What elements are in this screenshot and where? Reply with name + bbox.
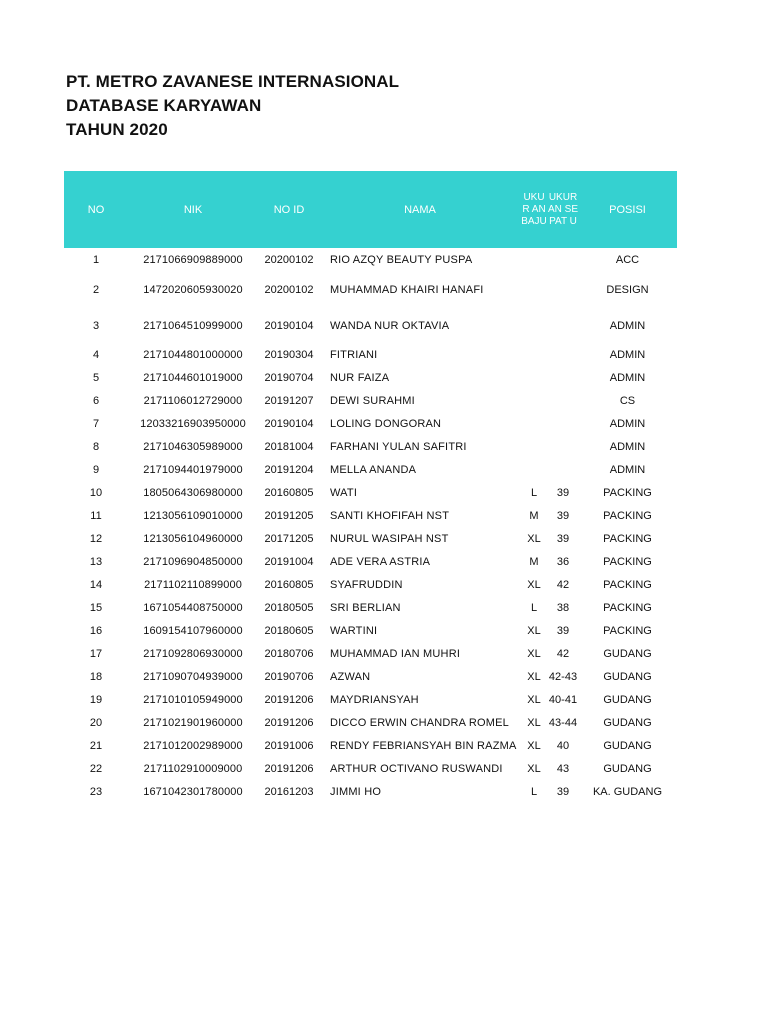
cell-nik: 2171096904850000	[143, 555, 243, 568]
cell-no: 10	[89, 486, 103, 499]
cell-ukuran-baju: XL	[527, 532, 541, 545]
table-row	[64, 573, 677, 596]
cell-ukuran-baju: XL	[527, 762, 541, 775]
cell-posisi: GUDANG	[603, 762, 652, 775]
cell-ukuran-baju: XL	[527, 578, 541, 591]
cell-no: 23	[89, 785, 103, 798]
cell-posisi: ACC	[615, 253, 640, 266]
cell-nama: SRI BERLIAN	[330, 601, 401, 614]
cell-nama: DEWI SURAHMI	[330, 394, 415, 407]
cell-nik: 1472020605930020	[143, 284, 243, 296]
cell-noid: 20191206	[264, 716, 314, 729]
cell-posisi: PACKING	[603, 578, 652, 591]
employee-table-container	[64, 171, 677, 803]
cell-ukuran-baju: XL	[527, 670, 541, 683]
cell-posisi: GUDANG	[603, 716, 652, 729]
cell-ukuran-sepatu: 39	[556, 785, 570, 798]
cell-ukuran-sepatu: 39	[556, 486, 570, 499]
cell-ukuran-sepatu	[548, 271, 578, 309]
table-row	[64, 343, 677, 366]
cell-no: 18	[89, 670, 103, 683]
column-header-noid: NO ID	[258, 171, 320, 248]
table-row	[64, 596, 677, 619]
cell-posisi: PACKING	[603, 532, 652, 545]
cell-noid: 20191207	[264, 394, 314, 407]
table-row	[64, 688, 677, 711]
column-header-posisi: POSISI	[578, 171, 677, 248]
cell-noid: 20200102	[264, 253, 314, 266]
cell-ukuran-baju: XL	[527, 739, 541, 752]
cell-ukuran-sepatu	[548, 366, 578, 389]
cell-posisi: PACKING	[603, 486, 652, 499]
cell-nama: RIO AZQY BEAUTY PUSPA	[330, 253, 473, 266]
table-row	[64, 309, 677, 343]
cell-posisi: GUDANG	[603, 739, 652, 752]
cell-nama: FITRIANI	[330, 348, 378, 361]
cell-ukuran-sepatu: 38	[556, 601, 570, 614]
cell-noid: 20171205	[264, 532, 314, 545]
cell-ukuran-baju	[520, 366, 548, 389]
cell-ukuran-sepatu: 40	[556, 739, 570, 752]
cell-noid: 20191206	[264, 693, 314, 706]
cell-no: 21	[89, 739, 103, 752]
cell-ukuran-baju	[520, 389, 548, 412]
cell-ukuran-baju	[520, 248, 548, 271]
cell-ukuran-baju: XL	[527, 647, 541, 660]
cell-noid: 20160805	[264, 486, 314, 499]
cell-noid: 20180505	[264, 601, 314, 614]
cell-nama: MUHAMMAD IAN MUHRI	[330, 647, 461, 660]
cell-nik: 2171102110899000	[144, 578, 242, 591]
cell-ukuran-sepatu	[548, 458, 578, 481]
cell-ukuran-sepatu	[548, 343, 578, 366]
cell-nama: AZWAN	[330, 670, 371, 683]
cell-no: 11	[90, 509, 102, 522]
cell-ukuran-sepatu: 43	[556, 762, 570, 775]
cell-no: 1	[92, 253, 100, 266]
cell-no: 2	[92, 284, 100, 296]
cell-posisi: GUDANG	[603, 647, 652, 660]
cell-ukuran-baju: M	[529, 555, 539, 568]
cell-ukuran-baju	[520, 309, 548, 343]
document-year: TAHUN 2020	[66, 120, 168, 139]
cell-ukuran-sepatu: 42	[556, 578, 570, 591]
cell-noid: 20190104	[264, 417, 314, 430]
cell-posisi: ADMIN	[609, 417, 646, 430]
cell-noid: 20180706	[264, 647, 314, 660]
cell-ukuran-sepatu: 42	[556, 647, 570, 660]
cell-ukuran-sepatu: 43-44	[548, 716, 578, 729]
cell-nik: 12033216903950000	[140, 417, 246, 430]
cell-noid: 20161203	[264, 785, 314, 798]
cell-no: 15	[89, 601, 103, 614]
cell-ukuran-sepatu: 42-43	[548, 670, 578, 683]
cell-noid: 20191206	[264, 762, 314, 775]
cell-nik: 2171044801000000	[143, 348, 243, 361]
employee-table	[64, 171, 677, 803]
cell-noid: 20180605	[264, 624, 314, 637]
table-row	[64, 248, 677, 271]
cell-noid: 20200102	[264, 284, 314, 296]
table-row	[64, 780, 677, 803]
table-row	[64, 642, 677, 665]
cell-ukuran-sepatu	[548, 435, 578, 458]
column-header-nama: NAMA	[320, 171, 520, 248]
cell-nama: MUHAMMAD KHAIRI HANAFI	[330, 284, 484, 296]
cell-no: 5	[92, 371, 100, 384]
table-row	[64, 412, 677, 435]
cell-noid: 20191204	[264, 463, 314, 476]
cell-no: 9	[92, 463, 100, 476]
cell-nama: WARTINI	[330, 624, 378, 637]
cell-nama: LOLING DONGORAN	[330, 417, 442, 430]
cell-ukuran-sepatu: 36	[556, 555, 570, 568]
document-title-block	[66, 70, 399, 142]
cell-no: 14	[89, 578, 103, 591]
cell-no: 17	[89, 647, 103, 660]
cell-posisi: GUDANG	[603, 693, 652, 706]
cell-nik: 2171046305989000	[143, 440, 243, 453]
cell-nik: 2171012002989000	[143, 739, 243, 752]
table-row	[64, 271, 677, 309]
table-row	[64, 550, 677, 573]
cell-ukuran-sepatu	[548, 389, 578, 412]
cell-ukuran-baju: XL	[527, 716, 541, 729]
cell-no: 16	[89, 624, 103, 637]
cell-ukuran-baju	[520, 412, 548, 435]
cell-posisi: ADMIN	[609, 348, 646, 361]
cell-posisi: GUDANG	[603, 670, 652, 683]
cell-ukuran-sepatu: 39	[556, 509, 570, 522]
cell-no: 20	[89, 716, 103, 729]
cell-noid: 20190304	[264, 348, 314, 361]
cell-nik: 2171094401979000	[143, 463, 243, 476]
cell-nik: 1213056104960000	[143, 532, 243, 545]
cell-ukuran-sepatu: 39	[556, 532, 570, 545]
cell-no: 22	[89, 762, 103, 775]
table-row	[64, 757, 677, 780]
cell-posisi: ADMIN	[609, 440, 646, 453]
cell-ukuran-baju: L	[530, 785, 538, 798]
cell-no: 6	[92, 394, 100, 407]
cell-nama: FARHANI YULAN SAFITRI	[330, 440, 467, 453]
cell-nik: 2171090704939000	[143, 670, 243, 683]
cell-nama: SANTI KHOFIFAH NST	[330, 509, 450, 522]
cell-noid: 20160805	[264, 578, 314, 591]
cell-no: 3	[92, 320, 100, 332]
cell-ukuran-baju	[520, 271, 548, 309]
cell-ukuran-sepatu: 39	[556, 624, 570, 637]
cell-no: 12	[89, 532, 103, 545]
cell-posisi: PACKING	[603, 555, 652, 568]
cell-ukuran-sepatu	[548, 248, 578, 271]
cell-nik: 2171064510999000	[143, 320, 243, 332]
cell-noid: 20191006	[264, 739, 314, 752]
cell-nama: NURUL WASIPAH NST	[330, 532, 449, 545]
cell-posisi: ADMIN	[609, 463, 646, 476]
cell-no: 13	[89, 555, 103, 568]
table-row	[64, 619, 677, 642]
cell-nik: 2171092806930000	[143, 647, 243, 660]
table-row	[64, 734, 677, 757]
column-header-no: NO	[64, 171, 128, 248]
cell-nama: WATI	[330, 486, 358, 499]
cell-posisi: ADMIN	[609, 371, 646, 384]
cell-nama: SYAFRUDDIN	[330, 578, 403, 591]
table-row	[64, 458, 677, 481]
cell-nik: 1609154107960000	[143, 624, 243, 637]
column-header-nik: NIK	[128, 171, 258, 248]
cell-nama: ADE VERA ASTRIA	[330, 555, 431, 568]
cell-nama: RENDY FEBRIANSYAH BIN RAZMA	[330, 739, 517, 752]
cell-no: 4	[92, 348, 100, 361]
document-title: DATABASE KARYAWAN	[66, 96, 262, 115]
cell-noid: 20190706	[264, 670, 314, 683]
cell-nik: 2171044601019000	[143, 371, 243, 384]
table-row	[64, 527, 677, 550]
cell-nik: 2171102910009000	[143, 762, 243, 775]
cell-nama: ARTHUR OCTIVANO RUSWANDI	[330, 762, 503, 775]
table-row	[64, 366, 677, 389]
cell-nama: MELLA ANANDA	[330, 463, 417, 476]
cell-nama: NUR FAIZA	[330, 371, 390, 384]
cell-ukuran-sepatu	[548, 412, 578, 435]
cell-ukuran-baju	[520, 435, 548, 458]
cell-nama: MAYDRIANSYAH	[330, 693, 419, 706]
cell-nama: WANDA NUR OKTAVIA	[330, 320, 450, 332]
cell-ukuran-baju	[520, 458, 548, 481]
cell-posisi: ADMIN	[609, 320, 646, 332]
cell-nama: DICCO ERWIN CHANDRA ROMEL	[330, 716, 509, 729]
cell-ukuran-sepatu	[548, 309, 578, 343]
cell-noid: 20191004	[264, 555, 314, 568]
cell-ukuran-baju: XL	[527, 693, 541, 706]
cell-nama: JIMMI HO	[330, 785, 382, 798]
company-name: PT. METRO ZAVANESE INTERNASIONAL	[66, 72, 400, 91]
table-header	[64, 171, 677, 248]
cell-nik: 1671042301780000	[143, 785, 243, 798]
cell-nik: 1671054408750000	[143, 601, 243, 614]
table-row	[64, 435, 677, 458]
cell-noid: 20190104	[264, 320, 314, 332]
cell-posisi: PACKING	[603, 601, 652, 614]
cell-ukuran-baju: L	[530, 601, 538, 614]
column-header-ukuran-sepatu: UKUR AN SEPAT U	[548, 171, 578, 248]
table-body	[64, 248, 677, 803]
table-row	[64, 481, 677, 504]
cell-ukuran-baju: XL	[527, 624, 541, 637]
column-header-ukuran-baju: UKUR AN BAJU	[520, 171, 548, 248]
cell-nik: 1213056109010000	[143, 509, 243, 522]
cell-noid: 20181004	[264, 440, 314, 453]
table-row	[64, 711, 677, 734]
table-row	[64, 665, 677, 688]
cell-posisi: KA. GUDANG	[592, 785, 663, 798]
table-header-row	[64, 171, 677, 248]
cell-ukuran-baju	[520, 343, 548, 366]
cell-noid: 20190704	[264, 371, 314, 384]
cell-noid: 20191205	[264, 509, 314, 522]
cell-posisi: DESIGN	[606, 284, 649, 296]
table-row	[64, 504, 677, 527]
cell-nik: 2171021901960000	[143, 716, 243, 729]
cell-no: 8	[92, 440, 100, 453]
table-row	[64, 389, 677, 412]
cell-ukuran-sepatu: 40-41	[548, 693, 578, 706]
cell-ukuran-baju: M	[529, 509, 539, 522]
cell-posisi: CS	[619, 394, 636, 407]
cell-nik: 1805064306980000	[143, 486, 243, 499]
cell-nik: 2171106012729000	[143, 394, 243, 407]
cell-nik: 2171066909889000	[143, 253, 243, 266]
cell-ukuran-baju: L	[530, 486, 538, 499]
cell-no: 19	[89, 693, 103, 706]
cell-posisi: PACKING	[603, 624, 652, 637]
cell-nik: 2171010105949000	[143, 693, 243, 706]
cell-posisi: PACKING	[603, 509, 652, 522]
cell-no: 7	[92, 417, 100, 430]
